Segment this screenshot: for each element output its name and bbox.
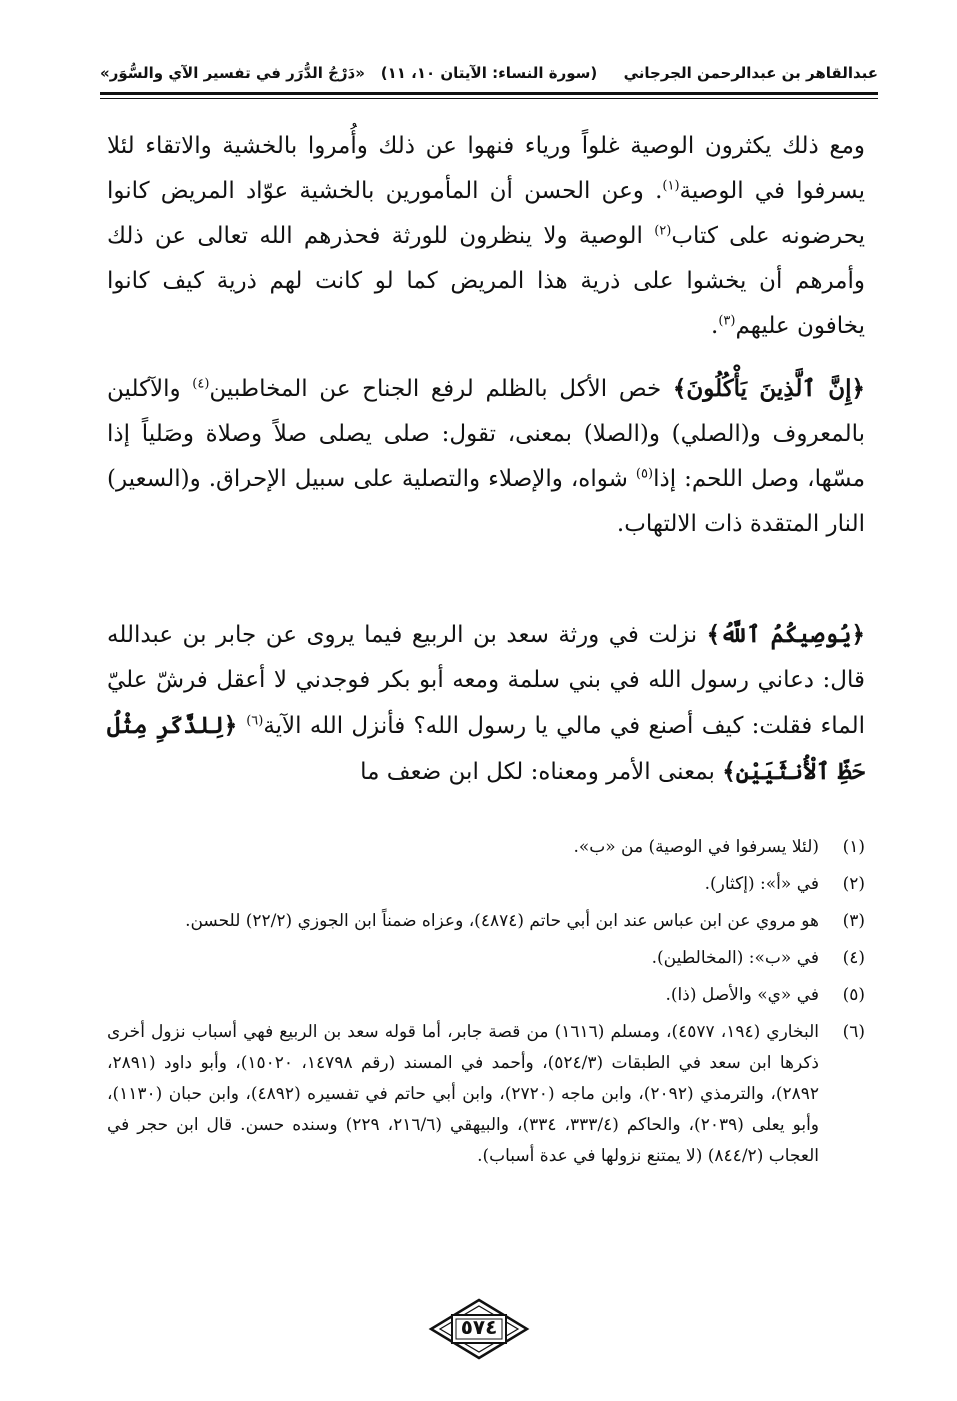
footnote-ref-1: (١): [662, 178, 680, 194]
footnote-ref-4: (٤): [192, 376, 210, 392]
footnote-number: (٦): [842, 1022, 865, 1042]
footnote: [107, 943, 865, 974]
paragraph-1-text: . وعن الحسن أن المأمورين بالخشية عوّاد المريض كانوا يحرضونه على كتاب: [107, 178, 865, 249]
header-book-title: «دَرْجُ الدُّرَر في تفسير الآي والسُّوَر»: [100, 64, 365, 82]
footnote-ref-5: (٥): [635, 466, 654, 482]
paragraph-1-text: ومع ذلك يكثرون الوصية غلواً ورياء فنهوا عن ذلك وأُمروا بالخشية والاتقاء لئلا يسرفوا في الوصية: [107, 133, 865, 204]
footnote-text: البخاري (١٩٤، ٤٥٧٧)، ومسلم (١٦١٦) من قصة جابر، أما قوله سعد بن الربيع فهي أسباب نزول أخرى ذكرها ابن سعد في الطبقات (٥٢٤/٣)، وأحمد في المسند (رقم ١٤٧٩٨، ١٥٠٢٠)، وأبو داود (٢٨٩١، ٢٨٩٢)، والترمذي (٢٠٩٢)، وابن ماجه (٢٧٢٠)، وابن أبي حاتم في تفسيره (٤٨٩٢)، وابن حبان (١١٣٠)، وأبو يعلى (٢٠٣٩)، والحاكم (٣٣٣/٤، ٣٣٤)، والبيهقي (٢١٦/٦، ٢٢٩) وسنده حسن. قال ابن حجر في العجاب (٨٤٤/٢) (لا يمتنع نزولها في عدة أسباب).: [107, 1022, 820, 1166]
paragraph-3-text: بمعنى الأمر ومعناه: لكل ابن ضعف ما: [360, 759, 723, 785]
footnote: [107, 869, 865, 900]
footnote: [107, 1017, 865, 1172]
quran-verse: ﴿لِلذَّكَرِ مِثْلُ حَظِّ ٱلْأُنثَيَيْنِ﴾: [107, 712, 865, 785]
running-header: [100, 58, 878, 92]
footnote-text: (لئلا يسرفوا في الوصية) من «ب».: [573, 837, 819, 857]
footnote-number: (٤): [842, 948, 865, 968]
footnote-ref-3: (٣): [718, 313, 736, 329]
paragraph-2-text: خص الأكل بالظلم لرفع الجناح عن المخاطبين: [209, 376, 673, 402]
footnote-number: (٥): [842, 985, 865, 1005]
paragraph-2-text: شواه، والإصلاء والتصلية على سبيل الإحراق. و(السعير) النار المتقدة ذات الالتهاب.: [107, 466, 865, 537]
footnote-text: هو مروي عن ابن عباس عند ابن أبي حاتم (٤٨٧٤)، وعزاه ضمناً ابن الجوزي (٢٢/٢) للحسن.: [185, 911, 819, 931]
paragraph-1-text: الوصية ولا ينظرون للورثة فحذرهم الله تعالى عن ذلك وأمرهم أن يخشوا على ذرية هذا المريض كما لو كانت لهم ذرية كيف كانوا يخافون عليهم: [107, 223, 865, 339]
footnote-text: في «ب»: (المخالطين).: [651, 948, 819, 968]
footnote-ref-2: (٢): [654, 223, 672, 239]
footnote-number: (٢): [842, 874, 865, 894]
paragraph-1: [107, 124, 865, 349]
footnote-number: (١): [842, 837, 865, 857]
quran-verse: ﴿يُوصِيكُمُ ٱللَّهُ﴾: [706, 621, 865, 648]
quran-verse: ﴿إِنَّ ٱلَّذِينَ يَأْكُلُونَ﴾: [672, 375, 865, 402]
paragraph-3-text: نزلت في ورثة سعد بن الربيع فيما يروى عن جابر بن عبدالله قال: دعاني رسول الله في بني سلمة ومعه أبو بكر فوجدني لا أعقل فرشّ عليّ الماء فقلت: كيف أصنع في مالي يا رسول الله؟ فأنزل الله الآية: [107, 622, 865, 739]
paragraph-3: [107, 612, 865, 795]
footnote: [107, 980, 865, 1011]
footnote-ref-6: (٦): [246, 713, 264, 729]
footnote: [107, 832, 865, 863]
footnote-text: في «ي» والأصل (ذا).: [665, 985, 819, 1005]
footnote-text: في «أ»: (إكثار).: [704, 874, 819, 894]
page-number: ٥٧٤: [460, 1315, 498, 1339]
footnotes: [107, 832, 865, 1178]
header-surah: (سورة النساء: الآيتان ١٠، ١١): [380, 64, 598, 82]
paragraph-2-text: والآكلين بالمعروف و(الصلي) و(الصلا) بمعنى، تقول: صلى يصلى صلاً وصلاة وصَلياً إذا مسّها، وصل اللحم: إذا: [107, 376, 866, 492]
footnote: [107, 906, 865, 937]
paragraph-2: [107, 366, 865, 547]
header-rule-thin: [100, 98, 878, 99]
footnote-number: (٣): [842, 911, 865, 931]
page-number-ornament: [428, 1298, 530, 1360]
header-author: عبدالقاهر بن عبدالرحمن الجرجاني: [623, 64, 878, 82]
paragraph-1-text: .: [711, 313, 719, 339]
header-rule-thick: [100, 92, 878, 95]
